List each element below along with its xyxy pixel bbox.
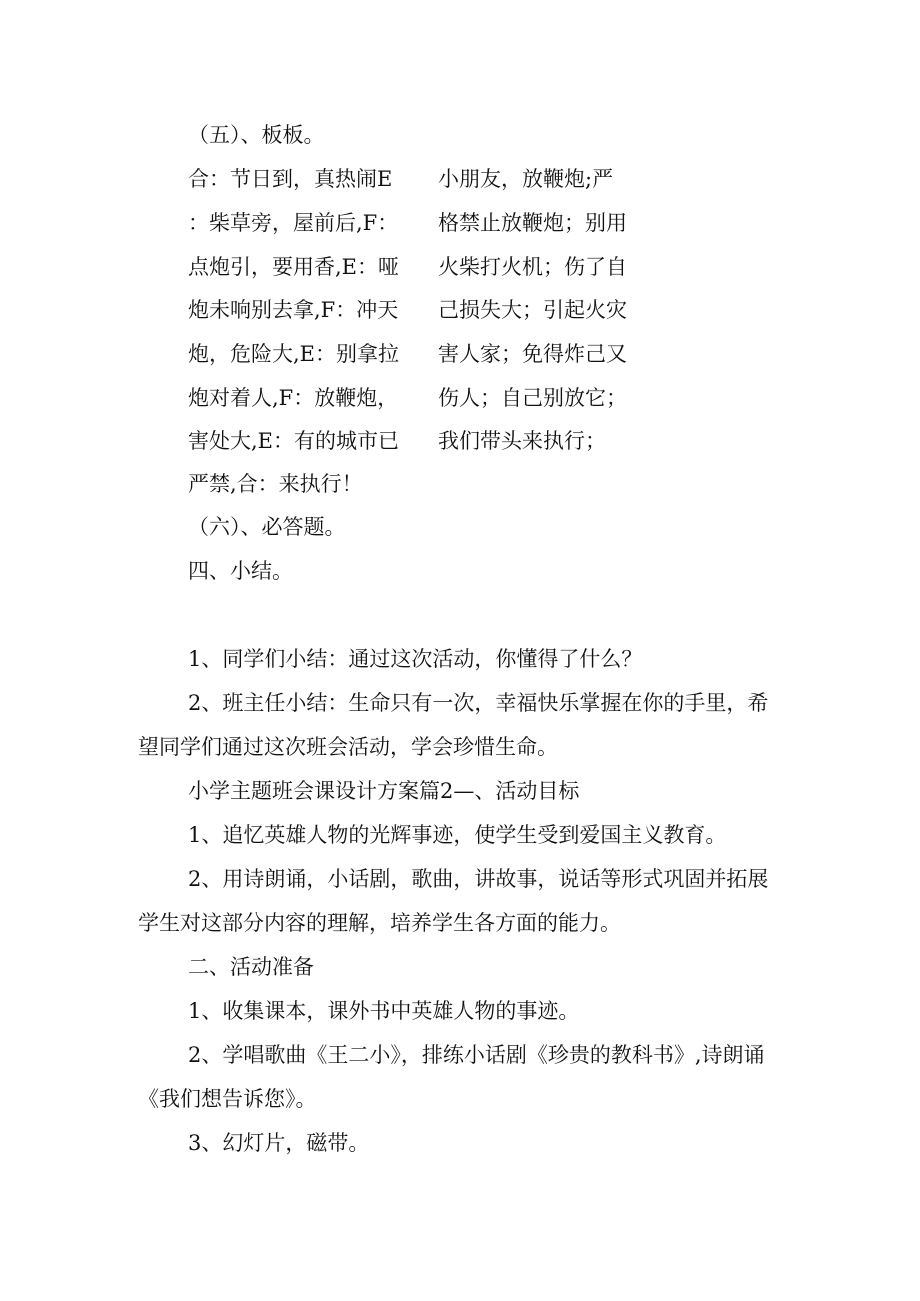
plan2-title: 小学主题班会课设计方案篇2—、活动目标: [188, 779, 580, 803]
verse-left-line-5: 炮，危险大,E：别拿拉: [188, 342, 400, 366]
verse-left-line-7: 害处大,E：有的城市已: [188, 429, 400, 453]
section4-heading: 四、小结。: [188, 559, 293, 583]
prep-heading: 二、活动准备: [188, 955, 314, 979]
goal-2-line-2: 学生对这部分内容的理解，培养学生各方面的能力。: [138, 911, 621, 935]
prep-2-line-1: 2、学唱歌曲《王二小》，排练小话剧《珍贵的教科书》,诗朗诵: [188, 1043, 765, 1067]
verse-left-line-8: 严禁,合：来执行！: [188, 472, 363, 496]
goal-2-line-1: 2、用诗朗诵，小话剧，歌曲，讲故事，说话等形式巩固并拓展: [188, 867, 769, 891]
verse-right-line-4: 己损失大；引起火灾: [438, 298, 627, 322]
verse-left-line-1: 合：节日到，真热闹E: [188, 167, 393, 191]
verse-right-line-6: 伤人；自己别放它；: [438, 386, 627, 410]
section5-heading: （五）、板板。: [188, 123, 325, 147]
verse-left-line-6: 炮对着人,F：放鞭炮，: [188, 386, 399, 410]
summary-students: 1、同学们小结：通过这次活动，你懂得了什么？: [188, 647, 643, 671]
verse-right-line-5: 害人家；免得炸己又: [438, 342, 627, 366]
goal-1: 1、追忆英雄人物的光辉事迹，使学生受到爱国主义教育。: [188, 823, 727, 847]
summary-teacher-line-2: 望同学们通过这次班会活动，学会珍惜生命。: [138, 735, 558, 759]
verse-right-line-2: 格禁止放鞭炮；别用: [438, 211, 627, 235]
verse-left-line-4: 炮未响别去拿,F：冲天: [188, 298, 399, 322]
verse-right-line-1: 小朋友，放鞭炮;严: [438, 167, 614, 191]
prep-1: 1、收集课本，课外书中英雄人物的事迹。: [188, 999, 580, 1023]
prep-3: 3、幻灯片，磁带。: [188, 1131, 370, 1155]
prep-2-line-2: 《我们想告诉您》。: [138, 1087, 317, 1111]
summary-teacher-line-1: 2、班主任小结：生命只有一次，幸福快乐掌握在你的手里，希: [188, 691, 769, 715]
verse-right-line-3: 火柴打火机；伤了自: [438, 255, 627, 279]
verse-right-line-7: 我们带头来执行；: [438, 429, 606, 453]
verse-left-line-2: ：柴草旁，屋前后,F：: [188, 211, 399, 235]
section6-heading: （六）、必答题。: [188, 515, 346, 539]
verse-left-line-3: 点炮引，要用香,E：哑: [188, 255, 400, 279]
